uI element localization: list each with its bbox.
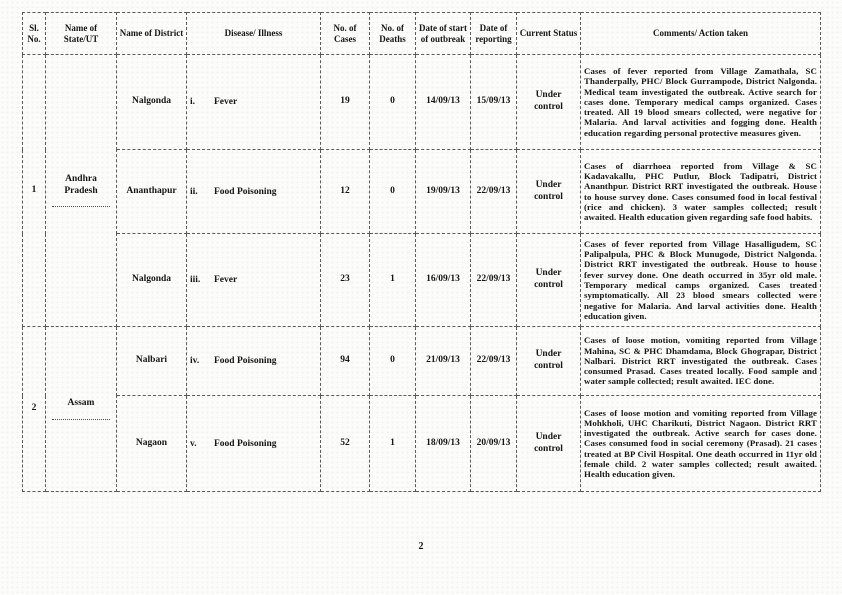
- district-cell: Ananthapur: [117, 150, 187, 234]
- cases-cell: 12: [321, 150, 370, 234]
- reporting-date-cell: 22/09/13: [471, 327, 517, 396]
- deaths-cell: 1: [370, 234, 416, 327]
- start-date-cell: 16/09/13: [416, 234, 471, 327]
- col-header-disease: Disease/ Illness: [187, 13, 321, 55]
- disease-index: ii.: [190, 186, 198, 197]
- disease-index: iv.: [190, 356, 200, 366]
- col-header-sl-no: Sl. No.: [23, 13, 46, 55]
- district-cell: Nalgonda: [117, 234, 187, 327]
- deaths-cell: 0: [370, 327, 416, 396]
- status-text: Under control: [534, 431, 563, 454]
- reporting-date-cell: 20/09/13: [471, 396, 517, 492]
- col-header-deaths: No. of Deaths: [370, 13, 416, 55]
- start-date-cell: 14/09/13: [416, 55, 471, 150]
- sl-no-cell: 1: [23, 55, 46, 327]
- cases-cell: 94: [321, 327, 370, 396]
- comments-cell: Cases of diarrhoea reported from Village & SC Kadavakallu, PHC Putlur, Block Tadipatri, District Ananthpur. District RRT investigated the outbreak. House to house survey done. Cases consumed food in local festival (rice and chicken). 3 water samples collected; result awaited. Health education given regarding safe food habits.: [581, 150, 821, 234]
- state-name: Assam: [67, 398, 95, 409]
- disease-name: Food Poisoning: [214, 356, 277, 366]
- disease-cell: [187, 234, 321, 327]
- outbreak-report-table: [22, 12, 821, 492]
- table-header-row: [23, 13, 821, 55]
- district-cell: Nalbari: [117, 327, 187, 396]
- status-text: Under control: [534, 349, 563, 371]
- col-header-cases: No. of Cases: [321, 13, 370, 55]
- cases-cell: 52: [321, 396, 370, 492]
- col-header-reporting-date: Date of reporting: [471, 13, 517, 55]
- start-date-cell: 19/09/13: [416, 150, 471, 234]
- state-cell: [46, 55, 117, 327]
- disease-name: Food Poisoning: [214, 438, 277, 449]
- state-name: Andhra Pradesh: [64, 173, 98, 196]
- table-row: [23, 55, 821, 150]
- status-cell: [517, 55, 581, 150]
- reporting-date-cell: 22/09/13: [471, 150, 517, 234]
- disease-name: Fever: [214, 97, 238, 107]
- start-date-cell: 21/09/13: [416, 327, 471, 396]
- col-header-start-date: Date of start of outbreak: [416, 13, 471, 55]
- col-header-comments: Comments/ Action taken: [581, 13, 821, 55]
- disease-cell: [187, 396, 321, 492]
- status-text: Under control: [534, 179, 563, 202]
- table-row: [23, 396, 821, 492]
- comments-cell: Cases of fever reported from Village Hasalligudem, SC Palipalpula, PHC & Block Munugode, District Nalgonda. District RRT investigated the outbreak. House to house fever survey done. One death occurred in 35yr old male. Temporary medical camps organized. Cases treated symptomatically. All 23 blood smears collected were negative for Malaria. And larval activities done. Health education given.: [581, 234, 821, 327]
- col-header-state: Name of State/UT: [46, 13, 117, 55]
- disease-name: Food Poisoning: [214, 186, 277, 197]
- state-underline: [52, 419, 110, 420]
- district-cell: Nagaon: [117, 396, 187, 492]
- table-row: [23, 234, 821, 327]
- status-cell: [517, 234, 581, 327]
- comments-cell: Cases of fever reported from Village Zamathala, SC Thanderpally, PHC/ Block Gurrampode, District Nalgonda. Medical team investigated the outbreak. Active search for cases done. Temporary medical camps organized. Cases treated. All 19 blood smears collected, were negative for Malaria. And larval activities and fogging done. Health education regarding personal protective measures given.: [581, 55, 821, 150]
- state-underline: [52, 206, 110, 207]
- district-cell: Nalgonda: [117, 55, 187, 150]
- col-header-district: Name of District: [117, 13, 187, 55]
- disease-index: i.: [190, 97, 196, 107]
- col-header-status: Current Status: [517, 13, 581, 55]
- disease-index: iii.: [190, 275, 201, 285]
- comments-cell: Cases of loose motion, vomiting reported from Village Mahina, SC & PHC Dhamdama, Block Ghograpar, District Nalbari. District RRT investigated the outbreak. Cases consumed Prasad. Cases treated locally. Food sample and water sample collected; result awaited. IEC done.: [581, 327, 821, 396]
- disease-cell: [187, 327, 321, 396]
- table-row: [23, 327, 821, 396]
- disease-index: v.: [190, 438, 197, 449]
- status-cell: [517, 150, 581, 234]
- table-row: [23, 150, 821, 234]
- disease-name: Fever: [214, 275, 238, 285]
- disease-cell: [187, 55, 321, 150]
- status-text: Under control: [534, 90, 563, 112]
- status-cell: [517, 396, 581, 492]
- deaths-cell: 0: [370, 150, 416, 234]
- start-date-cell: 18/09/13: [416, 396, 471, 492]
- status-cell: [517, 327, 581, 396]
- deaths-cell: 1: [370, 396, 416, 492]
- cases-cell: 19: [321, 55, 370, 150]
- reporting-date-cell: 15/09/13: [471, 55, 517, 150]
- cases-cell: 23: [321, 234, 370, 327]
- reporting-date-cell: 22/09/13: [471, 234, 517, 327]
- sl-no-cell: 2: [23, 327, 46, 492]
- state-cell: [46, 327, 117, 492]
- page-number: 2: [418, 541, 424, 552]
- deaths-cell: 0: [370, 55, 416, 150]
- comments-cell: Cases of loose motion and vomiting reported from Village Mohkholi, UHC Charikuti, District Nagaon. District RRT investigated the outbreak. Active search for cases done. Cases consumed food in social ceremony (Prasad). 21 cases treated at BP Civil Hospital. One death occurred in 11yr old female child. 2 water samples collected; result awaited. Health education given.: [581, 396, 821, 492]
- disease-cell: [187, 150, 321, 234]
- status-text: Under control: [534, 268, 563, 290]
